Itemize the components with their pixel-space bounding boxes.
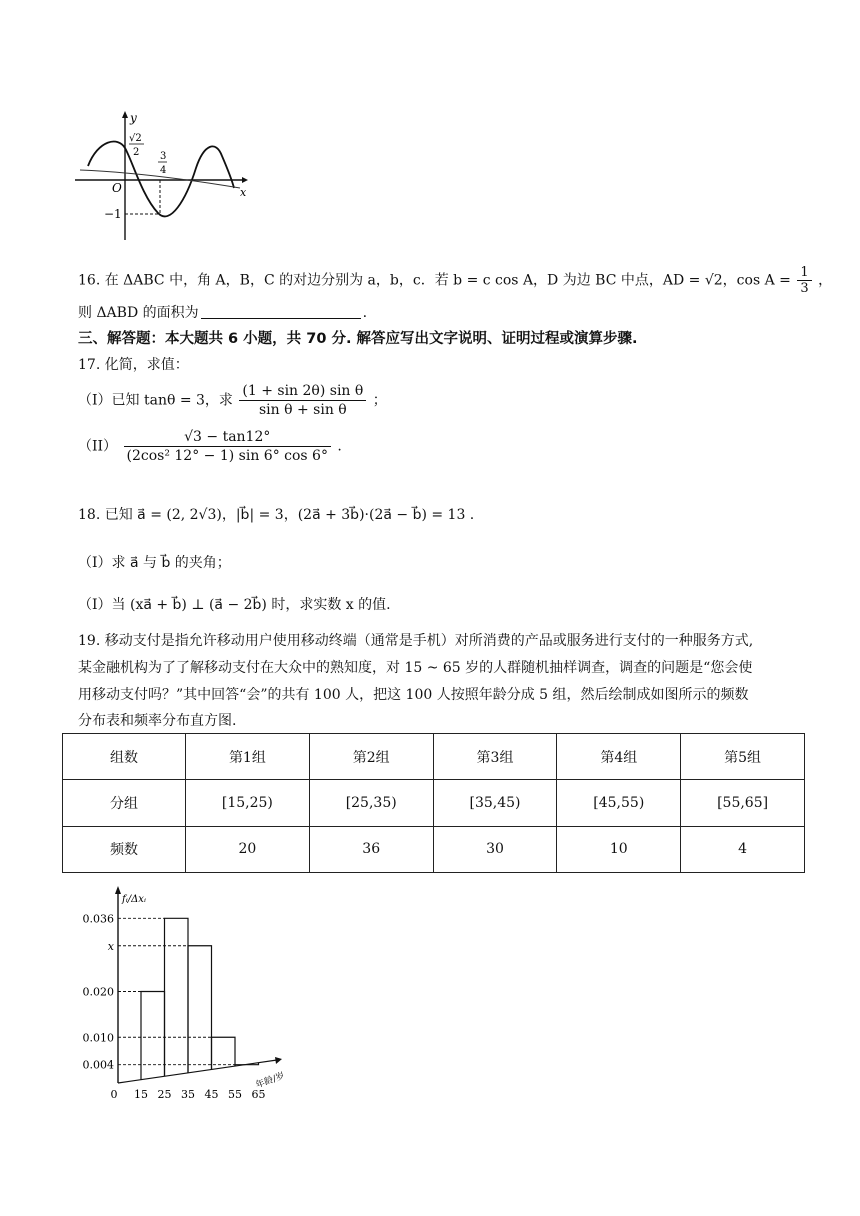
q16-line1-end: ，: [818, 272, 833, 289]
q17-part1-num: (1 + sin 2θ) sin θ: [239, 382, 366, 401]
q19-line4: 分布表和频率分布直方图.: [78, 713, 237, 729]
q17-part1-fraction: [239, 382, 366, 419]
answer-blank[interactable]: [201, 304, 361, 319]
histogram-bar: [141, 992, 165, 1080]
q16-text: 16. 在 ΔABC 中，角 A，B，C 的对边分别为 a，b，c．若 b = c cos A，D 为边 BC 中点，AD = √2，cos A =: [78, 272, 791, 289]
frequency-histogram: [72, 880, 302, 1105]
graph-x-label: x: [240, 186, 247, 199]
section3-heading: 三、解答题：本大题共 6 小题，共 70 分. 解答应写出文字说明、证明过程或演算步骤.: [78, 331, 638, 347]
histogram-y-tick-label: 0.004: [82, 1058, 114, 1072]
table-cell: 第1组: [186, 734, 310, 780]
row-header-count: 频数: [63, 826, 186, 872]
table-cell: 10: [557, 826, 681, 872]
histogram-xlabel: 年龄/岁: [254, 1071, 287, 1091]
row-header-group: 组数: [63, 734, 186, 780]
q18-title: 18. 已知 a⃗ = (2, 2√3)，|b⃗| = 3，(2a⃗ + 3b⃗)·(2a⃗ − b⃗) = 13 .: [78, 507, 475, 523]
table-cell: 36: [309, 826, 433, 872]
graph-frac-num: 3: [160, 151, 167, 162]
table-cell: 4: [681, 826, 805, 872]
histogram-x-tick-label: 65: [251, 1088, 266, 1101]
q16-cos-num: 1: [797, 265, 811, 281]
graph-y-label: y: [130, 111, 137, 125]
graph-frac-den: 4: [160, 165, 167, 176]
table-cell: [35,45): [433, 780, 557, 826]
table-cell: 第3组: [433, 734, 557, 780]
q17-part2-end: .: [337, 438, 342, 455]
q16-line1: [78, 265, 832, 296]
histogram-x-axis: [118, 1060, 277, 1083]
q17-part1-end: ；: [372, 392, 387, 409]
table-cell: [25,35): [309, 780, 433, 826]
row-header-interval: 分组: [63, 780, 186, 826]
q17-part1: [78, 382, 387, 419]
histogram-x-tick-label: 25: [157, 1088, 172, 1101]
histogram-y-tick-label: x: [107, 939, 114, 953]
graph-neg-one-label: −1: [104, 207, 122, 221]
histogram-x-tick-label: 15: [134, 1088, 148, 1101]
q17-title: 17. 化简，求值：: [78, 357, 189, 373]
histogram-x-tick-label: 0: [110, 1088, 118, 1101]
q18-part1: （I）求 a⃗ 与 b⃗ 的夹角；: [78, 555, 231, 571]
table-cell: [45,55): [557, 780, 681, 826]
q17-part2-den: (2cos² 12° − 1) sin 6° cos 6°: [126, 448, 328, 464]
histogram-x-tick-label: 45: [204, 1088, 219, 1101]
histogram-x-tick-label: 55: [228, 1088, 242, 1101]
table-cell: 第5组: [681, 734, 805, 780]
histogram-bar: [165, 918, 189, 1076]
histogram-ylabel: fᵢ/Δxᵢ: [122, 894, 146, 905]
q17-part2-prefix: （II）: [78, 438, 118, 455]
histogram-y-tick-label: 0.020: [82, 985, 114, 999]
q19-line1: 19. 移动支付是指允许移动用户使用移动终端（通常是手机）对所消费的产品或服务进行支付的一种服务方式,: [78, 633, 754, 649]
table-cell: [15,25): [186, 780, 310, 826]
q19-line3: 用移动支付吗？”其中回答“会”的共有 100 人，把这 100 人按照年龄分成 5 组，然后绘制成如图所示的频数: [78, 687, 749, 703]
q19-line2: 某金融机构为了了解移动支付在大众中的熟知度，对 15 ~ 65 岁的人群随机抽样调查，调查的问题是“您会使: [78, 660, 753, 676]
table-cell: [55,65]: [681, 780, 805, 826]
table-cell: 第2组: [309, 734, 433, 780]
q18-part2: （I）当 (xa⃗ + b⃗) ⊥ (a⃗ − 2b⃗) 时，求实数 x 的值.: [78, 597, 391, 613]
histogram-y-tick-label: 0.010: [82, 1031, 114, 1045]
q16-cos-den: 3: [800, 281, 809, 296]
histogram-y-tick-label: 0.036: [82, 912, 114, 926]
q17-part1-den: sin θ + sin θ: [258, 402, 347, 418]
sine-graph: [70, 108, 250, 248]
graph-sqrt2-den: 2: [133, 147, 140, 158]
graph-sqrt2-label: √2: [129, 133, 142, 144]
graph-origin-label: O: [112, 181, 122, 195]
q16-cos-fraction: [797, 265, 811, 296]
table-row: [63, 734, 805, 780]
q16-line2-text: 则 ΔABD 的面积为: [78, 305, 199, 321]
q16-line2: [78, 303, 367, 323]
q16-line2-end: .: [362, 305, 368, 321]
histogram-bar: [188, 946, 212, 1073]
table-cell: 第4组: [557, 734, 681, 780]
table-row: [63, 826, 805, 872]
q17-part1-prefix: （I）已知 tanθ = 3，求: [78, 392, 233, 409]
q17-part2-num: √3 − tan12°: [124, 428, 331, 447]
table-cell: 20: [186, 826, 310, 872]
histogram-x-tick-label: 35: [181, 1088, 195, 1101]
q17-part2: [78, 428, 342, 465]
table-row: [63, 780, 805, 826]
frequency-table: [62, 733, 805, 873]
table-cell: 30: [433, 826, 557, 872]
q17-part2-fraction: [124, 428, 331, 465]
